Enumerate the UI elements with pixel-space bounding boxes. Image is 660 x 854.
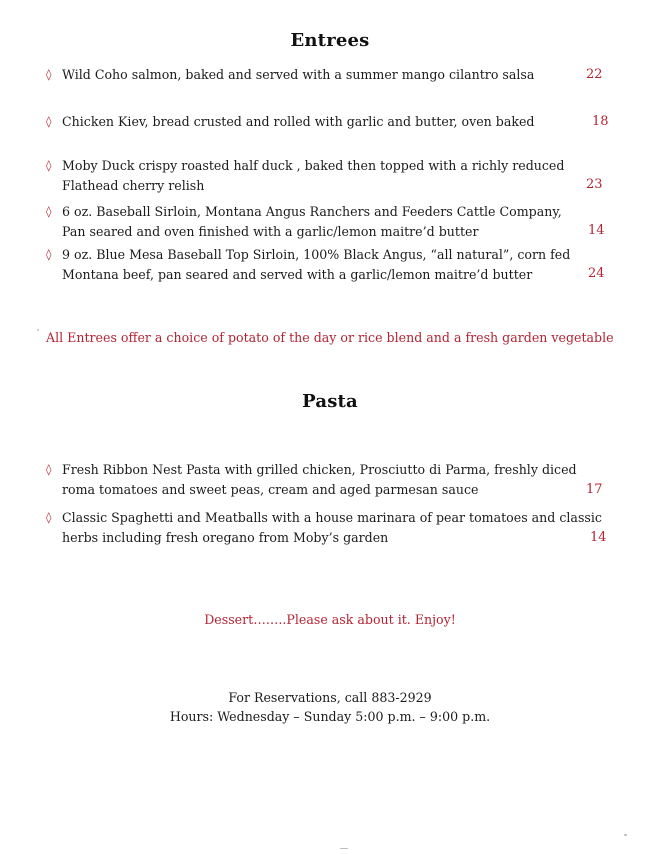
item-description-line: Moby Duck crispy roasted half duck , baked then topped with a richly reduced — [62, 158, 565, 173]
item-description-line: Classic Spaghetti and Meatballs with a house marinara of pear tomatoes and classic — [62, 510, 602, 525]
scan-speck — [340, 848, 348, 849]
item-price: 14 — [588, 223, 605, 238]
diamond-bullet-icon: ◊ — [46, 511, 52, 524]
menu-item-spaghetti-meatballs — [46, 508, 606, 548]
diamond-bullet-icon: ◊ — [46, 205, 52, 218]
item-description-line: herbs including fresh oregano from Moby’s garden — [62, 530, 389, 545]
item-price: 22 — [586, 67, 603, 82]
scan-speck — [624, 834, 627, 836]
diamond-bullet-icon: ◊ — [46, 159, 52, 172]
item-description-line: Chicken Kiev, bread crusted and rolled with garlic and butter, oven baked — [62, 114, 535, 129]
diamond-bullet-icon: ◊ — [46, 68, 52, 81]
item-description-line: Flathead cherry relish — [62, 178, 205, 193]
diamond-bullet-icon: ◊ — [46, 248, 52, 261]
item-description-line: Wild Coho salmon, baked and served with a summer mango cilantro salsa — [62, 67, 535, 82]
entrees-sides-note: All Entrees offer a choice of potato of the day or rice blend and a fresh garden vegetable — [46, 330, 614, 345]
item-price: 14 — [590, 530, 607, 545]
item-description-line: roma tomatoes and sweet peas, cream and aged parmesan sauce — [62, 482, 479, 497]
hours-info: Hours: Wednesday – Sunday 5:00 p.m. – 9:00 p.m. — [169, 709, 491, 724]
item-price: 23 — [586, 177, 603, 192]
dessert-note: Dessert……..Please ask about it. Enjoy! — [204, 612, 456, 627]
reservations-info: For Reservations, call 883-2929 — [228, 690, 432, 705]
menu-item-blue-mesa-top-sirloin — [46, 245, 606, 285]
scan-speck — [37, 329, 39, 331]
item-price: 24 — [588, 266, 605, 281]
diamond-bullet-icon: ◊ — [46, 115, 52, 128]
menu-item-moby-duck — [46, 156, 606, 196]
item-description-line: 9 oz. Blue Mesa Baseball Top Sirloin, 100% Black Angus, “all natural”, corn fed — [62, 247, 571, 262]
item-description-line: Fresh Ribbon Nest Pasta with grilled chicken, Prosciutto di Parma, freshly diced — [62, 462, 577, 477]
menu-item-wild-coho-salmon — [46, 65, 606, 85]
menu-item-baseball-sirloin — [46, 202, 606, 242]
item-description-line: Pan seared and oven finished with a garlic/lemon maitre’d butter — [62, 224, 479, 239]
pasta-heading: Pasta — [302, 391, 358, 412]
item-description-line: Montana beef, pan seared and served with a garlic/lemon maitre’d butter — [62, 267, 533, 282]
item-price: 17 — [586, 482, 603, 497]
item-description-line: 6 oz. Baseball Sirloin, Montana Angus Ranchers and Feeders Cattle Company, — [62, 204, 562, 219]
item-price: 18 — [592, 114, 609, 129]
diamond-bullet-icon: ◊ — [46, 463, 52, 476]
menu-item-ribbon-nest-pasta — [46, 460, 606, 500]
entrees-heading: Entrees — [290, 30, 370, 51]
menu-item-chicken-kiev — [46, 112, 609, 132]
